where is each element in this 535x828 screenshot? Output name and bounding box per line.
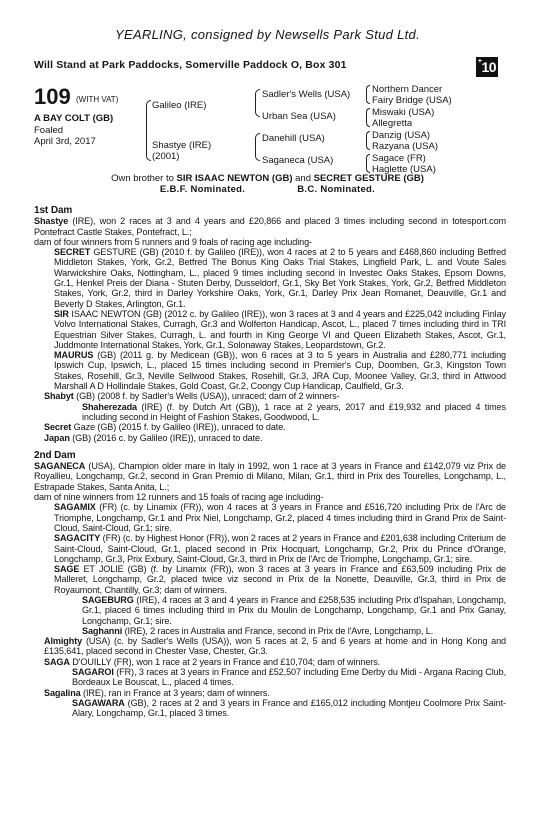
produce-entry: SAGA D'OUILLY (FR), won 1 race at 2 years in France and £10,704; dam of winners. <box>44 656 381 667</box>
produce-intro: dam of nine winners from 12 runners and 15 foals of racing age including- <box>34 492 324 503</box>
produce-entry: SAGAWARA (GB), 2 races at 2 and 3 years in France and £165,012 including Montjeu Coolmore Prix Saint-Alary, Longchamp, Gr.1, placed 3 times. <box>72 697 506 719</box>
produce-entry: SAGEBURG (IRE), 4 races at 3 and 4 years in France and £258,535 including Prix d'Ispahan, Longchamp, Gr.1, placed 6 times including third in Prix du Moulin de Longchamp, Longchamp, Gr.1 and Prix Ganay, Longchamp, Gr.1; sire. <box>82 594 506 626</box>
produce-entry: Japan (GB) (2016 c. by Galileo (IRE)), unraced to date. <box>44 432 263 443</box>
pedigree-ddd: Haglette (USA) <box>372 164 436 175</box>
pedigree-bracket-dd <box>366 154 370 173</box>
pedigree-dam-sire: Danehill (USA) <box>262 133 325 144</box>
catalogue-body <box>34 206 506 719</box>
lot-number: 109 <box>34 84 71 109</box>
produce-entry: SAGAROI (FR), 3 races at 3 years in France and £52,507 including Eme Derby du Midi - Argana Racing Club, Bordeaux Le Bouscat, L., placed 4 times. <box>72 667 506 688</box>
pedigree-sds: Miswaki (USA) <box>372 107 435 118</box>
pedigree-ssd: Fairy Bridge (USA) <box>372 95 452 106</box>
produce-entry: SECRET GESTURE (GB) (2010 f. by Galileo (IRE)), won 4 races at 2 to 5 years and £468,860 including Betfred Middleton Stakes, York, Gr.2, Betfred The Bonus King Oaks Trial Stakes, Lingfield Park, L. and Voute Sales Warwickshire Oaks, Nottingham, L., placed 9 times including second in Investec Oaks Stakes, Epsom Downs, Gr.1, Henkel Preis der Diana - Stuten Derby, Dusseldorf, Gr.1, Sky Bet York Stakes, York, Gr.2, Betfred Middleton Stakes, York, Gr.2, third in Darley Yorkshire Oaks, York, Gr.1, Darley Prix Jean Romanet, Deauville, Gr.1 and Beverly D Stakes, Arlington, Gr.1. <box>54 247 506 309</box>
pedigree-bracket-ss <box>366 85 370 104</box>
foaled-label: Foaled <box>34 125 64 136</box>
produce-entry: Sagalina (IRE), ran in France at 3 years; dam of winners. <box>44 687 270 698</box>
pedigree-dam-name: Shastye (IRE) <box>152 140 212 151</box>
dam-paragraph: Shastye (IRE), won 2 races at 3 and 4 years and £20,866 and placed 3 times including second in totesport.com Pontefract Castle Stakes, Pontefract, L.; <box>34 216 506 237</box>
produce-entry: Saghanni (IRE), 2 races in Australia and France, second in Prix de l'Avre, Longchamp, L. <box>82 625 434 636</box>
own-brother-prefix: Own brother to <box>111 173 177 184</box>
pedigree-sire-dam: Urban Sea (USA) <box>262 111 336 122</box>
ebf-nominated: E.B.F. Nominated. <box>159 184 246 195</box>
horse-description: A BAY COLT (GB) <box>34 113 114 124</box>
pedigree-dam <box>152 140 211 162</box>
own-brother-note <box>0 173 535 184</box>
pedigree-sire-sire: Sadler's Wells (USA) <box>262 89 351 100</box>
pedigree-bracket-sd <box>366 108 370 127</box>
barn-number: 10 <box>481 59 497 75</box>
pedigree-sss: Northern Dancer <box>372 84 443 95</box>
nomination-line <box>0 184 535 195</box>
produce-entry: Shabyt (GB) (2008 f. by Sadler's Wells (USA)), unraced; dam of 2 winners- <box>44 391 340 402</box>
second-dam-heading: 2nd Dam <box>34 449 76 461</box>
stand-location: Will Stand at Park Paddocks, Somerville Paddock O, Box 301 <box>34 59 347 71</box>
pedigree-dam-year: (2001) <box>152 151 180 162</box>
consignor-header: YEARLING, consigned by Newsells Park Stud Ltd. <box>115 27 420 42</box>
produce-intro: dam of four winners from 5 runners and 9 foals of racing age including- <box>34 236 312 247</box>
produce-entry: SAGAMIX (FR) (c. by Linamix (FR)), won 4 races at 3 years in France and £516,720 including Prix de l'Arc de Triomphe, Longchamp, Gr.1 and Prix Niel, Longchamp, Gr.2, placed 4 times including third in Grand Prix de Saint-Cloud, Saint-Cloud, Gr.1; sire. <box>54 502 506 533</box>
foaled-info <box>34 125 96 147</box>
pedigree-dsd: Razyana (USA) <box>372 141 438 152</box>
first-dam-heading: 1st Dam <box>34 205 73 216</box>
produce-entry: Shaherezada (IRE) (f. by Dutch Art (GB)), 1 race at 2 years, 2017 and £19,932 and placed 4 times including second in Height of Fashion Stakes, Goodwood, L. <box>82 401 506 422</box>
produce-entry: MAURUS (GB) (2011 g. by Medicean (GB)), won 6 races at 3 to 5 years in Australia and £280,771 including Ipswich Cup, Ipswich, L., placed 15 times including second in Premier's Cup, Doomben, Gr.3, Kingston Town Stakes, Rosehill, Gr.3, Neville Sellwood Stakes, Rosehill, Gr.3, JRA Cup, Moonee Valley, Gr.3, third in Attwood Marshall A D Hollindale Stakes, Gold Coast, Gr.2, Coongy Cup Handicap, Caulfield, Gr.3. <box>54 350 506 392</box>
pedigree-bracket-dam <box>255 133 260 161</box>
vat-note: (WITH VAT) <box>76 95 119 104</box>
produce-entry: SIR ISAAC NEWTON (GB) (2012 c. by Galileo (IRE)), won 3 races at 3 and 4 years and £225,042 including Finlay Volvo International Stakes, Curragh, Gr.3 and Wolferton Handicap, Ascot, L., placed 7 times including third in TRI Equestrian Silver Stakes, Curragh, L. and fourth in King George VI and Queen Elizabeth Stakes, Ascot, Gr.1, Juddmonte International Stakes, York, Gr.1, Solonaway Stakes, Leopardstown, Gr.2. <box>54 308 506 350</box>
pedigree-dss: Danzig (USA) <box>372 130 431 141</box>
pedigree-sire: Galileo (IRE) <box>152 100 207 111</box>
pedigree-dds: Sagace (FR) <box>372 153 426 164</box>
produce-entry: SAGACITY (FR) (c. by Highest Honor (FR)), won 2 races at 2 years in France and £201,638 including Criterium de Saint-Cloud, Saint-Cloud, Gr.1, placed second in Prix Hocquart, Longchamp, Gr.2, Prix du Prince d'Orange, Longchamp, Gr.3, Prix Exbury, Saint-Cloud, Gr.3, third in Prix de l'Arc de Triomphe, Longchamp, Gr.1; sire. <box>54 533 506 564</box>
bc-nominated: B.C. Nominated. <box>297 184 376 195</box>
dam-paragraph: SAGANECA (USA), Champion older mare in Italy in 1992, won 1 race at 3 years in France and £142,079 viz Prix de Royallieu, Longchamp, Gr.2, second in Gran Premio di Milano, Milan, Gr.1, third in Prix des Tourelles, Longchamp, L., Estrapade Stakes, Santa Anita, L.; <box>34 461 506 492</box>
pedigree-sdd: Allegretta <box>372 118 413 129</box>
own-brother-name-2: SECRET GESTURE (GB) <box>313 173 424 184</box>
own-brother-and: and <box>292 173 314 184</box>
pedigree-bracket-sire <box>255 89 260 117</box>
produce-entry: Almighty (USA) (c. by Sadler's Wells (USA)), won 5 races at 2, 5 and 6 years at home and in Hong Kong and £135,641, placed second in Chester Vase, Chester, Gr.3. <box>44 636 506 657</box>
barn-number-badge <box>476 57 498 77</box>
foaled-date: April 3rd, 2017 <box>34 136 96 147</box>
own-brother-name-1: SIR ISAAC NEWTON (GB) <box>176 173 293 184</box>
pedigree-dam-dam: Saganeca (USA) <box>262 155 334 166</box>
pedigree-bracket-gen1 <box>146 100 151 161</box>
produce-entry: SAGE ET JOLIE (GB) (f. by Linamix (FR)), won 3 races at 3 years in France and £63,509 including Prix de Malleret, Longchamp, Gr.2, placed twice viz second in Prix de la Nonette, Deauville, Gr.3, third in Prix de Royaumont, Chantilly, Gr.3; dam of winners. <box>54 564 506 595</box>
barn-number-prefix: + <box>477 58 482 65</box>
pedigree-bracket-ds <box>366 131 370 150</box>
produce-entry: Secret Gaze (GB) (2015 f. by Galileo (IRE)), unraced to date. <box>44 422 286 433</box>
